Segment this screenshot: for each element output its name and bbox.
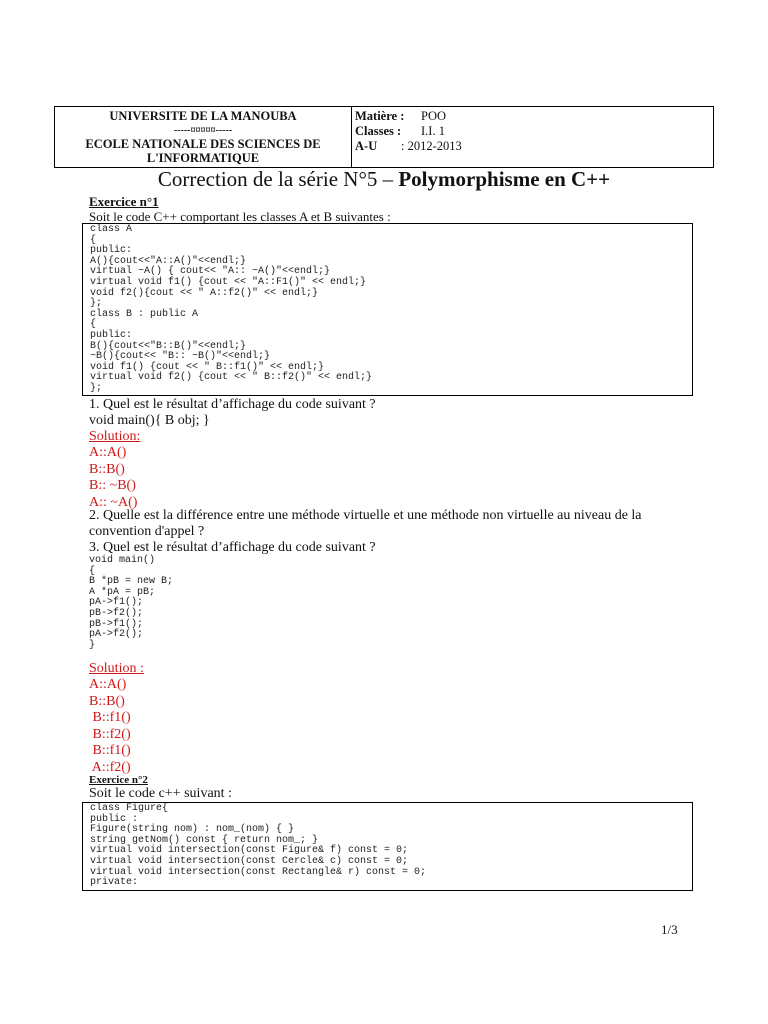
code-line: pB->f2();	[89, 607, 144, 619]
code-line: string getNom() const { return nom_; }	[90, 834, 319, 846]
header-table	[54, 106, 714, 168]
au-row	[355, 139, 713, 154]
exercice2-heading: Exercice n°2	[89, 774, 148, 786]
code-line: void f2(){cout << " A::f2()" << endl;}	[90, 287, 319, 299]
separator-line: -----¤¤¤¤¤-----	[173, 124, 233, 136]
code-line: };	[90, 382, 103, 394]
solution-line: B::B()	[89, 693, 125, 709]
code-line: virtual void intersection(const Rectangle& r) const = 0;	[90, 866, 427, 878]
code-line: public :	[90, 813, 139, 825]
exercice2-intro: Soit le code c++ suivant :	[89, 786, 232, 801]
title-part2: Polymorphisme en C++	[398, 167, 611, 191]
page-number: 1/3	[661, 922, 678, 937]
code-line: A(){cout<<"A::A()"<<endl;}	[90, 255, 247, 267]
code-line: ~B(){cout<< "B:: ~B()"<<endl;}	[90, 351, 271, 363]
university-name: UNIVERSITE DE LA MANOUBA	[109, 109, 297, 123]
solution-line: A::A()	[89, 445, 127, 460]
matiere-value: POO	[421, 109, 447, 123]
code-line: {	[90, 234, 97, 246]
code-line: virtual void f2() {cout << " B::f2()" << endl;}	[90, 372, 373, 384]
exercice2-code-box	[82, 802, 693, 891]
solution-1-lines	[89, 445, 137, 511]
solution-2-lines	[89, 677, 131, 776]
au-value: : 2012-2013	[401, 139, 462, 153]
code-line: }	[89, 639, 96, 651]
school-name-line1: ECOLE NATIONALE DES SCIENCES DE	[85, 136, 321, 151]
code-line: };	[90, 298, 103, 310]
solution-line: B::B()	[89, 461, 125, 477]
code-line: Figure(string nom) : nom_(nom) { }	[90, 824, 295, 836]
code-line: class B : public A	[90, 308, 199, 320]
course-info-block	[352, 107, 713, 167]
matiere-row	[355, 109, 713, 124]
solution-line: A::A()	[89, 677, 127, 692]
code-line: virtual ~A() { cout<< "A:: ~A()"<<endl;}	[90, 266, 331, 278]
code-line: B *pB = new B;	[89, 576, 174, 588]
code-line: pA->f1();	[89, 597, 144, 609]
title-part1: Correction de la série N°5 –	[157, 167, 399, 191]
exercice1-code-box	[82, 223, 693, 396]
classes-row	[355, 124, 713, 139]
page-title	[0, 166, 768, 192]
code-line: {	[89, 565, 96, 577]
question-1-code: void main(){ B obj; }	[89, 413, 210, 428]
code-line: public:	[90, 245, 133, 257]
solution-line: B:: ~B()	[89, 478, 136, 493]
school-name-line2: L'INFORMATIQUE	[146, 151, 260, 165]
classes-label: Classes :	[355, 124, 402, 138]
question-2-line1: 2. Quelle est la différence entre une méthode virtuelle et une méthode non virtuelle au niveau de la	[89, 508, 642, 523]
code-line: public:	[90, 329, 133, 341]
university-block	[55, 107, 352, 167]
code-line: B(){cout<<"B::B()"<<endl;}	[90, 340, 247, 352]
code-line: pB->f1();	[89, 618, 144, 630]
question-3-code	[89, 556, 173, 651]
matiere-label: Matière :	[355, 109, 405, 123]
question-3: 3. Quel est le résultat d’affichage du code suivant ?	[89, 540, 376, 555]
code-line: class A	[90, 224, 133, 235]
solution-line: B::f1()	[89, 743, 131, 758]
classes-value: I.I. 1	[421, 124, 445, 138]
exercice1-intro: Soit le code C++ comportant les classes A et B suivantes :	[89, 209, 391, 224]
solution-1-label: Solution:	[89, 429, 141, 444]
code-line: void main()	[89, 555, 156, 566]
solution-line: B::f2()	[89, 726, 131, 742]
solution-line: A::f2()	[89, 759, 131, 775]
code-line: virtual void intersection(const Cercle& c) const = 0;	[90, 855, 409, 867]
code-line: private:	[90, 877, 139, 889]
solution-2-label: Solution :	[89, 661, 144, 676]
code-line: void f1() {cout << " B::f1()" << endl;}	[90, 361, 325, 373]
code-line: class Figure{	[90, 803, 169, 814]
code-line: A *pA = pB;	[89, 586, 156, 598]
exercice1-heading: Exercice n°1	[89, 194, 159, 209]
code-line: virtual void intersection(const Figure& f) const = 0;	[90, 845, 409, 857]
code-line: pA->f2();	[89, 629, 144, 641]
question-1: 1. Quel est le résultat d’affichage du code suivant ?	[89, 397, 376, 412]
code-line: virtual void f1() {cout << "A::F1()" << endl;}	[90, 276, 367, 288]
question-2-line2: convention d'appel ?	[89, 524, 205, 539]
code-line: {	[90, 319, 97, 331]
au-label: A-U	[355, 139, 378, 153]
solution-line: B::f1()	[89, 710, 131, 725]
solution-line: A:: ~A()	[89, 494, 138, 510]
